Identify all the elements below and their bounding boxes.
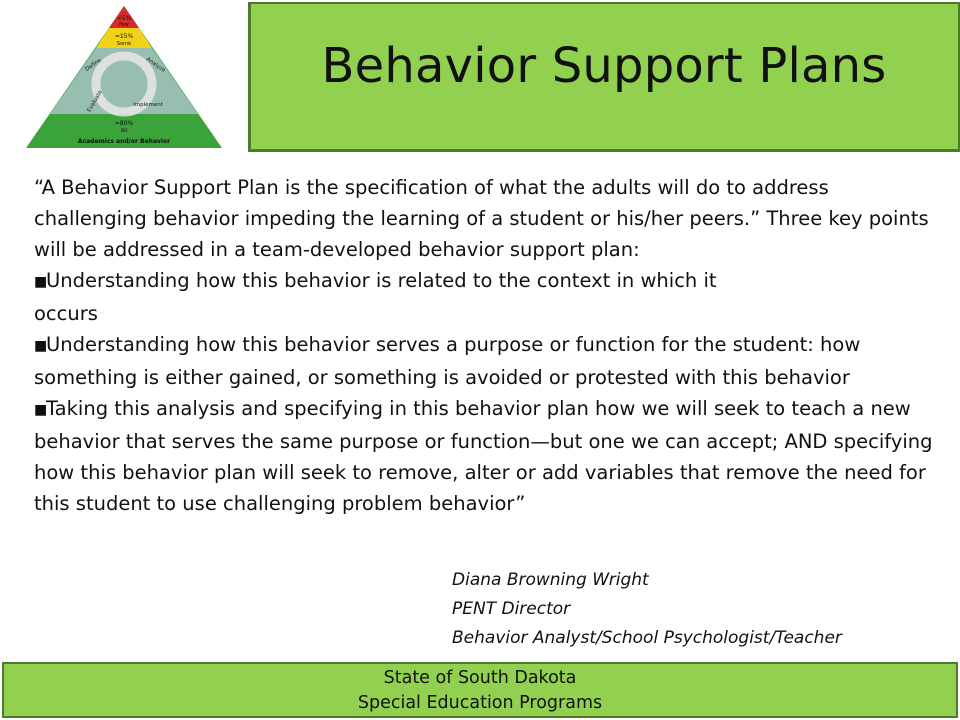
footer-line-programs: Special Education Programs (357, 693, 603, 713)
attribution-role: PENT Director (452, 599, 571, 619)
bullet-plan-text: Taking this analysis and specifying in this behavior plan how we will seek to teach a new behavior that serves the same purpose or function—but one we can accept; AND specifying how this behavior plan will seek to remove, alter or add variables that remove the need for this student to use challenging problem behavior” (34, 397, 933, 515)
bullet-context-cont-text: occurs (34, 302, 98, 325)
page-title: Behavior Support Plans (321, 38, 887, 94)
bullet-plan (34, 393, 934, 519)
bullet-context-text: Understanding how this behavior is related to the context in which it (46, 269, 717, 292)
footer-banner (2, 662, 958, 718)
quote-intro: “A Behavior Support Plan is the specification of what the adults will do to address challenging behavior impeding the learning of a student or his/her peers.” Three key points will be addressed in a team-developed behavior support plan: (34, 176, 929, 261)
bullet-function (34, 329, 934, 393)
bullet-context (34, 265, 934, 298)
logo-tier-mid-label: Some (116, 41, 132, 47)
logo-cycle-implement: Implement (133, 102, 163, 108)
logo-tier-top-pct: ≈5% (116, 15, 132, 22)
attribution-name: Diana Browning Wright (452, 570, 649, 590)
logo-cycle-analyze: Analyze (144, 56, 167, 74)
footer-line-state: State of South Dakota (383, 668, 577, 688)
logo-tier-base-pct: ≈80% (114, 120, 134, 127)
pyramid-logo (2, 2, 248, 152)
attribution-title: Behavior Analyst/School Psychologist/Teacher (452, 628, 842, 648)
bullet-square-icon: ■ (34, 402, 48, 418)
bullet-square-icon: ■ (34, 274, 48, 290)
slide-header (0, 0, 960, 154)
bullet-function-text: Understanding how this behavior serves a purpose or function for the student: how something is either gained, or something is avoided or protested with this behavior (34, 333, 861, 389)
logo-base-label: Academics and/or Behavior (77, 138, 171, 145)
quote-body (34, 172, 934, 519)
logo-tier-top-label: Few (119, 22, 129, 28)
bullet-context-cont (34, 298, 934, 329)
logo-cycle-define: Define (84, 57, 103, 73)
bullet-square-icon: ■ (34, 338, 48, 354)
logo-tier-base-label: All (120, 128, 128, 134)
attribution (452, 566, 922, 653)
logo-tier-mid-pct: ≈15% (114, 33, 134, 40)
logo-cycle-evaluate: Evaluate (86, 89, 104, 114)
rti-pyramid-icon (2, 2, 248, 152)
